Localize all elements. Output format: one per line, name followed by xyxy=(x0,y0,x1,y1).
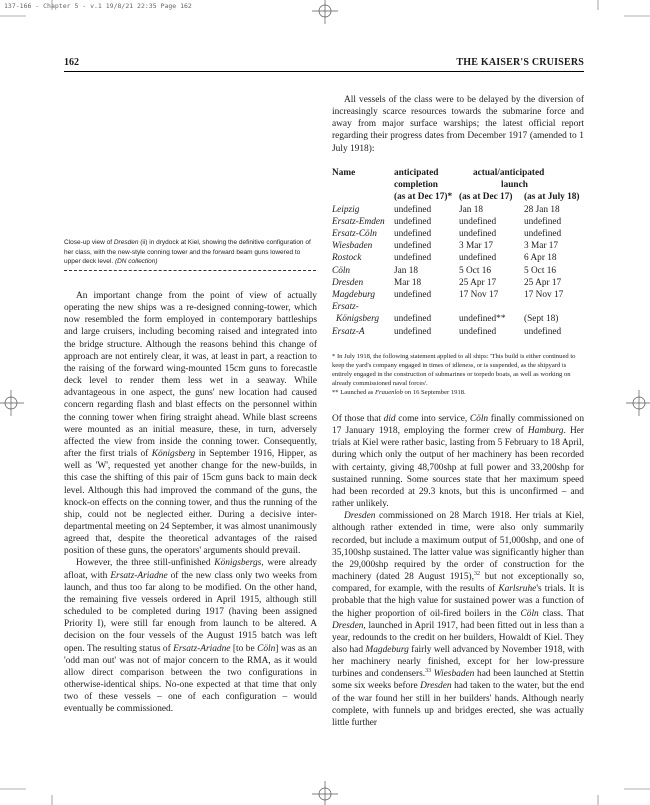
table-row xyxy=(332,313,586,325)
text-run: Magdeburg xyxy=(365,644,409,655)
text-run: Frauenlob xyxy=(375,389,403,396)
body-paragraph xyxy=(332,510,584,729)
table-cell-name: Wiesbaden xyxy=(332,241,373,252)
table-cell-launch-jul18 xyxy=(524,301,586,313)
table-row xyxy=(332,228,586,240)
col-subheader-jul18-launch: (as at July 18) xyxy=(524,192,580,203)
table-cell-completion xyxy=(394,301,459,313)
table-cell-launch-jul18: 3 Mar 17 xyxy=(524,241,559,252)
col-header-anticipated: anticipated xyxy=(394,168,439,178)
text-run: Dresden xyxy=(344,511,376,522)
table-cell-name: Leipzig xyxy=(332,204,360,215)
table-cell-launch-jul18: 28 Jan 18 xyxy=(524,204,560,215)
text-run: Dresden xyxy=(420,681,452,692)
table-footnotes xyxy=(332,352,584,397)
table-cell-launch-dec17: 5 Oct 16 xyxy=(459,265,492,276)
text-run: Cöln xyxy=(469,414,489,424)
caption-text: Close-up view of xyxy=(64,239,114,246)
text-run: , were already afloat, with xyxy=(64,558,317,581)
table-cell-launch-dec17: undefined xyxy=(459,229,497,240)
running-title: THE KAISER'S CRUISERS xyxy=(456,57,584,68)
table-cell-name: Rostock xyxy=(332,253,362,264)
text-run: on 16 September 1918. xyxy=(402,389,466,396)
table-row xyxy=(332,265,586,277)
table-cell-completion: undefined xyxy=(394,204,432,215)
table-cell-name: Ersatz- xyxy=(332,302,359,313)
table-cell-name: Ersatz-Cöln xyxy=(332,229,377,240)
table-cell-launch-jul18: 6 Apr 18 xyxy=(524,253,557,264)
table-cell-launch-dec17: undefined** xyxy=(459,314,506,325)
table-cell-launch-jul18: undefined xyxy=(524,216,562,227)
text-run: [to be xyxy=(230,643,258,654)
table-cell-launch-dec17: 17 Nov 17 xyxy=(459,290,499,301)
table-cell-launch-dec17: Jan 18 xyxy=(459,204,484,215)
text-run: Königsberg xyxy=(151,449,196,460)
table-cell-completion: Jan 18 xyxy=(394,265,419,276)
table-row xyxy=(332,240,586,252)
table-row xyxy=(332,216,586,228)
table-cell-launch-dec17: undefined xyxy=(459,216,497,227)
table-cell-name: Magdeburg xyxy=(332,290,376,301)
col-header-launch: launch xyxy=(501,180,528,191)
text-run: Wiesbaden xyxy=(433,669,475,680)
table-cell-completion: undefined xyxy=(394,241,432,252)
text-run: Dresden xyxy=(332,620,364,631)
figure-caption xyxy=(64,238,316,271)
text-run: Cöln xyxy=(257,643,276,654)
col-header-name: Name xyxy=(332,168,356,178)
table-cell-launch-dec17: 25 Apr 17 xyxy=(459,277,497,288)
table-cell-launch-dec17: undefined xyxy=(459,326,497,337)
table-cell-launch-jul18: undefined xyxy=(524,326,562,337)
intro-paragraph: All vessels of the class were to be delayed by the diversion of increasingly scarce resources towards the submarine force and away from major surface warships; the latest official report regarding their progress dates from December 1917 (amended to 1 July 1918): xyxy=(332,95,584,154)
table-cell-completion: undefined xyxy=(394,229,432,240)
table-cell-completion: undefined xyxy=(394,326,432,337)
table-cell-completion: undefined xyxy=(394,253,432,264)
right-column-body xyxy=(332,413,584,729)
table-row xyxy=(332,326,586,338)
text-run: finally commissioned on 17 January 1918, employing the former crew of xyxy=(332,414,585,437)
text-run: but not exceptionally so, compared, for example, with the results of xyxy=(332,572,584,595)
text-run: Cöln xyxy=(520,608,539,619)
page-header xyxy=(64,55,584,72)
text-run: Hamburg xyxy=(527,426,564,437)
caption-text-cont: (ii) in drydock at Kiel, showing the definitive configuration of her class, with the new-style conning tower and the forward beam guns lowered to upper deck level. xyxy=(64,239,311,265)
body-paragraph xyxy=(64,290,317,557)
page-number: 162 xyxy=(64,57,79,68)
left-column-body xyxy=(64,290,317,715)
table-row xyxy=(332,301,586,313)
table-cell-completion: undefined xyxy=(394,314,432,325)
text-run: Karlsruhe xyxy=(498,584,537,595)
text-run: Königsbergs xyxy=(214,558,262,569)
table-cell-launch-dec17: 3 Mar 17 xyxy=(459,241,494,252)
table-cell-name: Königsberg xyxy=(336,314,380,325)
table-row xyxy=(332,277,586,289)
col-subheader-dec17-launch: (as at Dec 17) xyxy=(459,192,513,203)
text-run: * In July 1918, the following statement applied to all ships: 'This build is either continued to keep the yard's company engaged in times of idleness, or is suspended, as the shipyard is entirely engaged in the construction of submarines or torpedo boats, as well as working on already commissioned naval forces'. xyxy=(332,353,576,387)
table-cell-launch-dec17 xyxy=(459,301,524,313)
right-column-intro xyxy=(332,94,584,155)
table-cell-name: Ersatz-Emden xyxy=(332,216,385,227)
text-run: class. That xyxy=(538,608,584,619)
text-run: 32 xyxy=(474,570,480,577)
table-cell-launch-jul18: undefined xyxy=(524,229,562,240)
text-run: of the new class only two weeks from launch, and thus too far along to be modified. On the other hand, the remaining five vessels ordered in April 1915, although still scheduled to be completed during 1917 (having been assigned Priority I), were still far enough from launch to be altered. A decision on the four vessels of the August 1915 batch was left open. The resulting status of xyxy=(64,570,317,654)
registration-mark-bottom xyxy=(308,781,342,805)
body-paragraph xyxy=(332,413,584,510)
registration-mark-top xyxy=(308,0,342,24)
table-row xyxy=(332,252,586,264)
caption-ship-name: Dresden xyxy=(113,239,139,246)
table-cell-completion: Mar 18 xyxy=(394,277,422,288)
body-paragraph xyxy=(64,557,317,715)
table-cell-launch-jul18: 17 Nov 17 xyxy=(524,290,564,301)
caption-credit: (DN collection) xyxy=(114,258,158,265)
text-run: ] was as an 'odd man out' was not of major concern to the RMA, as it would allow direct comparison between the two configurations in otherwise-identical ships. No-one expected at that time that only two of these vessels – one of each configuration – would eventually be commissioned. xyxy=(64,643,317,715)
table-row xyxy=(332,204,586,216)
registration-mark-left xyxy=(0,386,24,420)
table-cell-name: Dresden xyxy=(332,277,364,288)
col-header-actual: actual/anticipated xyxy=(473,168,545,178)
text-run: However, the three still-unfinished xyxy=(76,558,215,569)
col-header-completion: completion xyxy=(394,180,438,191)
table-cell-launch-jul18: (Sept 18) xyxy=(524,314,559,325)
footnote xyxy=(332,388,584,397)
text-run: had been launched at Stettin some six weeks before xyxy=(332,669,584,692)
text-run: did xyxy=(383,414,396,424)
text-run: fairly well advanced by November 1918, with her machinery nearly finished, except for her low-pressure turbines and condensers. xyxy=(332,644,585,680)
text-run: , launched in April 1917, had been fitted out in less than a year, redounds to the credit on her builders, Howaldt of Kiel. They also had xyxy=(332,620,584,655)
text-run: 33 xyxy=(425,668,432,675)
text-run: come into service, xyxy=(395,414,470,424)
table-cell-launch-dec17: undefined xyxy=(459,253,497,264)
table-cell-launch-jul18: 5 Oct 16 xyxy=(524,265,557,276)
text-run: had taken to the water, but the end of the war found her still in her builders' hands. Although nearly complete, with funnels up and bridges erected, she was actually little further xyxy=(332,681,585,728)
footnote xyxy=(332,352,584,388)
text-run: An important change from the point of view of actually operating the new ships was a re-designed conning-tower, which now resembled the form employed in contemporary battleships and large cruisers, including becoming raised and integrated into the bridge structure. Although the reasons behind this change of approach are not entirely clear, it was, at least in part, a reaction to the raising of the forward wing-mounted 15cm guns to forecastle deck level to render them less wet in a seaway. While advantageous in one aspect, the guns' new location had caused concern regarding flash and blast effects on the personnel within the conning tower when firing straight ahead. While blast screens were mounted as an initial measure, these, in turn, adversely affected the view from inside the conning tower. Consequently, after the first trials of xyxy=(64,291,317,460)
table-cell-launch-jul18: 25 Apr 17 xyxy=(524,277,562,288)
text-run: in September 1916, Hipper, as well as 'W', requested yet another change for the new-builds, in this case the shifting of this pair of 15cm guns back to main deck level. Although this had improved the command of the guns, the knock-on effects on the conning tower, and thus the running of the ship, could not be neglected either. During a decisive inter-departmental meeting on 24 September, it was almost unanimously agreed that, despite the theoretical advantages of the raised position of these guns, the operators' arguments should prevail. xyxy=(64,449,317,557)
text-run: . Her trials at Kiel were rather basic, lasting from 5 February to 18 April, during which only the output of her machinery has been recorded with certainty, giving 48,700shp at full power and 33,200shp for sustained running. Some sources state that her maximum speed had been recorded at 29.3 knots, but this is unconfirmed – and rather unlikely. xyxy=(332,426,584,510)
table-cell-name: Cöln xyxy=(332,265,351,276)
text-run: ** Launched as xyxy=(332,389,376,396)
table-row xyxy=(332,289,586,301)
text-run: Ersatz-Ariadne xyxy=(110,570,168,581)
table-cell-name: Ersatz-A xyxy=(332,326,365,337)
text-run: 's trials. It is probable that the high value for sustained power was a function of the higher proportion of oil-fired boilers in the xyxy=(332,584,584,619)
text-run: commissioned on 28 March 1918. Her trials at Kiel, although rather extended in time, were also only summarily recorded, but include a maximum output of 51,000shp, and one of 35,100shp sustained. The latter value was significantly higher than the 29,000shp required by the order of construction for the machinery (dated 28 August 1915), xyxy=(332,511,584,583)
registration-mark-right xyxy=(626,386,650,420)
table-cell-completion: undefined xyxy=(394,216,432,227)
col-subheader-dec17-completion: (as at Dec 17)* xyxy=(394,192,453,203)
text-run: Of those that xyxy=(332,414,384,424)
text-run: Ersatz-Ariadne xyxy=(173,643,231,654)
ship-status-table xyxy=(332,167,586,338)
printer-slug: 137-166 - Chapter 5 - v.1 19/8/21 22:35 Page 162 xyxy=(4,2,192,10)
table-cell-completion: undefined xyxy=(394,290,432,301)
